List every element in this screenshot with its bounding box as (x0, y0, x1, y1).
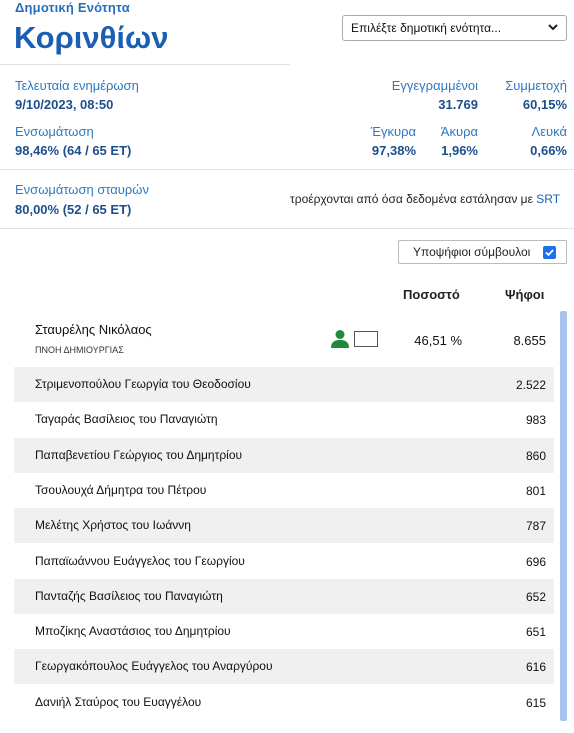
color-swatch (354, 331, 378, 347)
blank-value: 0,66% (530, 143, 567, 158)
candidate-votes: 2.522 (515, 378, 546, 392)
candidate-votes: 983 (525, 413, 546, 428)
table-row[interactable] (14, 438, 554, 473)
table-row[interactable] (14, 544, 554, 579)
leader-percent: 46,51 % (414, 333, 462, 348)
candidate-votes: 615 (525, 695, 546, 710)
candidate-name: Μποζίκης Αναστάσιος του Δημητρίου (35, 624, 231, 639)
select-value: Επιλέξτε δημοτική ενότητα... (351, 21, 502, 35)
column-header-percent: Ποσοστό (403, 287, 460, 302)
integration-value: 98,46% (64 / 65 ΕΤ) (15, 143, 132, 158)
candidate-name: Γεωργακόπουλος Ευάγγελος του Αναργύρου (35, 659, 273, 674)
checkbox[interactable] (543, 246, 556, 259)
cross-integration-value: 80,00% (52 / 65 ΕΤ) (15, 202, 132, 217)
candidate-name: Δανιήλ Σταύρος του Ευαγγέλου (35, 694, 202, 709)
divider (0, 228, 574, 229)
chevron-down-icon (546, 20, 560, 34)
candidate-name: Μελέτης Χρήστος του Ιωάννη (35, 518, 191, 533)
invalid-label: Άκυρα (440, 124, 478, 139)
leader-votes: 8.655 (513, 333, 546, 348)
column-header-votes: Ψήφοι (505, 287, 545, 302)
candidate-name: Ταγαράς Βασίλειος του Παναγιώτη (35, 412, 218, 427)
checkmark-icon (544, 247, 555, 258)
table-row[interactable] (14, 614, 554, 649)
blank-label: Λευκά (531, 124, 567, 139)
data-source-notice (290, 192, 567, 206)
candidate-councillors-toggle[interactable] (398, 240, 567, 264)
candidate-votes: 652 (525, 589, 546, 604)
leader-party: ΠΝΟΗ ΔΗΜΙΟΥΡΓΙΑΣ (35, 345, 124, 355)
candidate-name: Πανταζής Βασίλειος του Παναγιώτη (35, 588, 223, 603)
candidate-votes: 696 (525, 554, 546, 569)
participation-label: Συμμετοχή (505, 78, 567, 93)
municipal-unit-select[interactable] (342, 15, 567, 41)
valid-value: 97,38% (371, 143, 416, 158)
participation-value: 60,15% (522, 97, 567, 112)
candidate-votes: 860 (525, 448, 546, 463)
table-row[interactable] (14, 508, 554, 543)
leader-name: Σταυρέλης Νικόλαος (35, 322, 152, 337)
page-title: Κορινθίων (14, 20, 169, 55)
candidate-name: Παπαβενετίου Γεώργιος του Δημητρίου (35, 447, 243, 462)
divider (0, 169, 574, 170)
table-row[interactable] (14, 473, 554, 508)
candidate-name: Στριμενοπούλου Γεωργία του Θεοδοσίου (35, 377, 251, 391)
scrollbar[interactable] (560, 311, 567, 721)
candidate-votes: 801 (525, 483, 546, 498)
cross-integration-label: Ενσωμάτωση σταυρών (15, 182, 149, 197)
invalid-value: 1,96% (441, 143, 478, 158)
srt-link[interactable]: SRT (536, 192, 561, 206)
table-row[interactable] (14, 649, 554, 684)
divider (0, 64, 290, 65)
integration-label: Ενσωμάτωση (15, 124, 94, 139)
candidate-votes: 616 (525, 660, 546, 675)
leader-row[interactable] (14, 311, 554, 367)
notice-text: τροέρχονται από όσα δεδομένα εστάλησαν με (290, 192, 537, 206)
candidate-votes: 787 (525, 519, 546, 534)
candidate-name: Τσουλουχά Δήμητρα του Πέτρου (35, 482, 207, 497)
municipal-unit-subtitle: Δημοτική Ενότητα (15, 0, 130, 15)
last-update-label: Τελευταία ενημέρωση (15, 78, 139, 93)
table-row[interactable] (14, 685, 554, 720)
valid-label: Έγκυρα (370, 124, 416, 139)
checkbox-label: Υποψήφιοι σύμβουλοι (413, 245, 531, 259)
table-row[interactable] (14, 402, 554, 437)
table-row[interactable] (14, 367, 554, 402)
candidate-name: Παπαϊωάννου Ευάγγελος του Γεωργίου (35, 553, 245, 568)
person-icon (330, 329, 350, 354)
registered-value: 31.769 (438, 97, 478, 112)
table-row[interactable] (14, 579, 554, 614)
candidate-votes: 651 (525, 625, 546, 640)
last-update-value: 9/10/2023, 08:50 (15, 97, 114, 112)
registered-label: Εγγεγραμμένοι (391, 78, 478, 93)
